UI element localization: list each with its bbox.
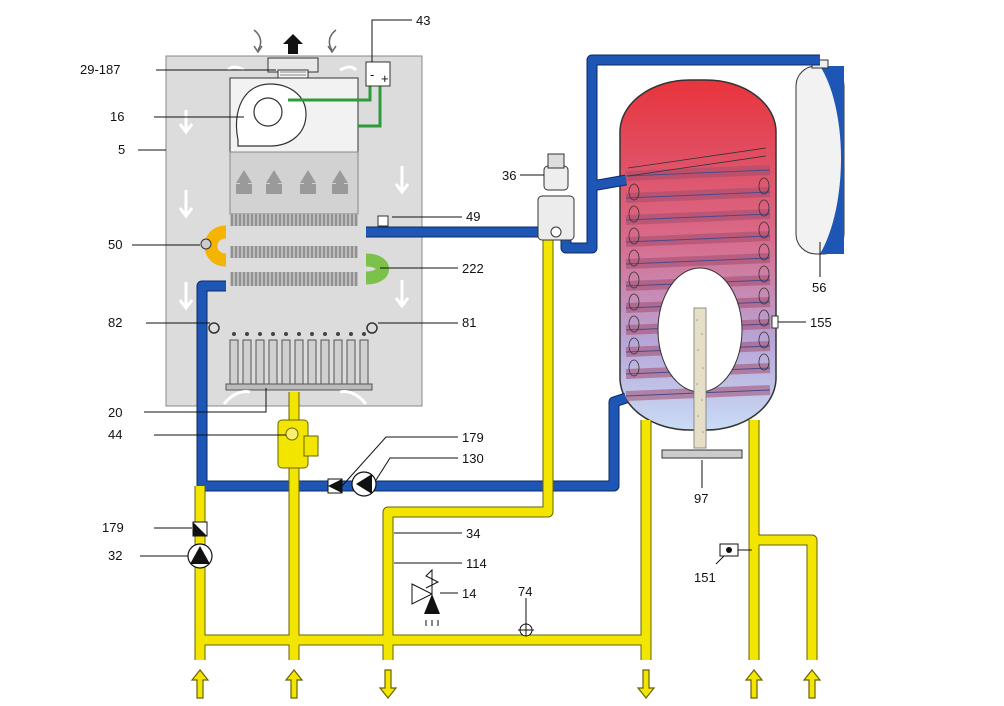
check-valve-icon bbox=[193, 522, 207, 536]
label-36: 36 bbox=[502, 168, 517, 183]
pump-icon bbox=[188, 544, 212, 568]
gas-valve bbox=[278, 420, 318, 468]
flue-outlet-arrow-icon bbox=[283, 34, 303, 54]
tank-bottom-flange bbox=[662, 450, 742, 458]
burner-manifold bbox=[226, 384, 372, 390]
pump-icon bbox=[352, 472, 376, 496]
label-32: 32 bbox=[108, 548, 123, 563]
flow-arrow-icon bbox=[192, 670, 820, 698]
pressure-switch bbox=[366, 62, 390, 86]
label-82: 82 bbox=[108, 315, 123, 330]
tank-sensor bbox=[772, 316, 778, 328]
label-97: 97 bbox=[694, 491, 709, 506]
label-130: 130 bbox=[462, 451, 484, 466]
label-49: 49 bbox=[466, 209, 481, 224]
label-5: 5 bbox=[118, 142, 126, 157]
temperature-probe bbox=[201, 239, 211, 249]
label-20: 20 bbox=[108, 405, 123, 420]
label-151: 151 bbox=[694, 570, 716, 585]
flow-temperature-sensor bbox=[378, 216, 388, 226]
label-50: 50 bbox=[108, 237, 123, 252]
drain-valve-icon bbox=[518, 624, 534, 636]
label-56: 56 bbox=[812, 280, 827, 295]
burner bbox=[230, 340, 368, 384]
label-81: 81 bbox=[462, 315, 477, 330]
detection-electrode bbox=[367, 323, 377, 333]
automatic-air-vent bbox=[544, 154, 568, 190]
ignition-electrode bbox=[209, 323, 219, 333]
label-44: 44 bbox=[108, 427, 123, 442]
label-34: 34 bbox=[466, 526, 481, 541]
label-43: 43 bbox=[416, 13, 431, 28]
expansion-vessel bbox=[796, 60, 844, 254]
label-74: 74 bbox=[518, 584, 533, 599]
plus-sign: + bbox=[381, 71, 389, 86]
minus-sign: - bbox=[370, 67, 375, 82]
label-179-primary: 179 bbox=[462, 430, 484, 445]
fan-housing bbox=[230, 78, 358, 152]
label-14: 14 bbox=[462, 586, 477, 601]
check-valve-icon bbox=[328, 479, 342, 493]
label-114: 114 bbox=[466, 556, 487, 571]
label-222: 222 bbox=[462, 261, 484, 276]
safety-valve-icon bbox=[412, 570, 440, 626]
label-179-dhw: 179 bbox=[102, 520, 124, 535]
label-155: 155 bbox=[810, 315, 832, 330]
three-way-valve bbox=[538, 196, 574, 240]
label-16: 16 bbox=[110, 109, 125, 124]
magnesium-anode bbox=[694, 308, 706, 448]
label-29-187: 29-187 bbox=[80, 62, 121, 77]
drain-valve-icon bbox=[720, 544, 752, 556]
